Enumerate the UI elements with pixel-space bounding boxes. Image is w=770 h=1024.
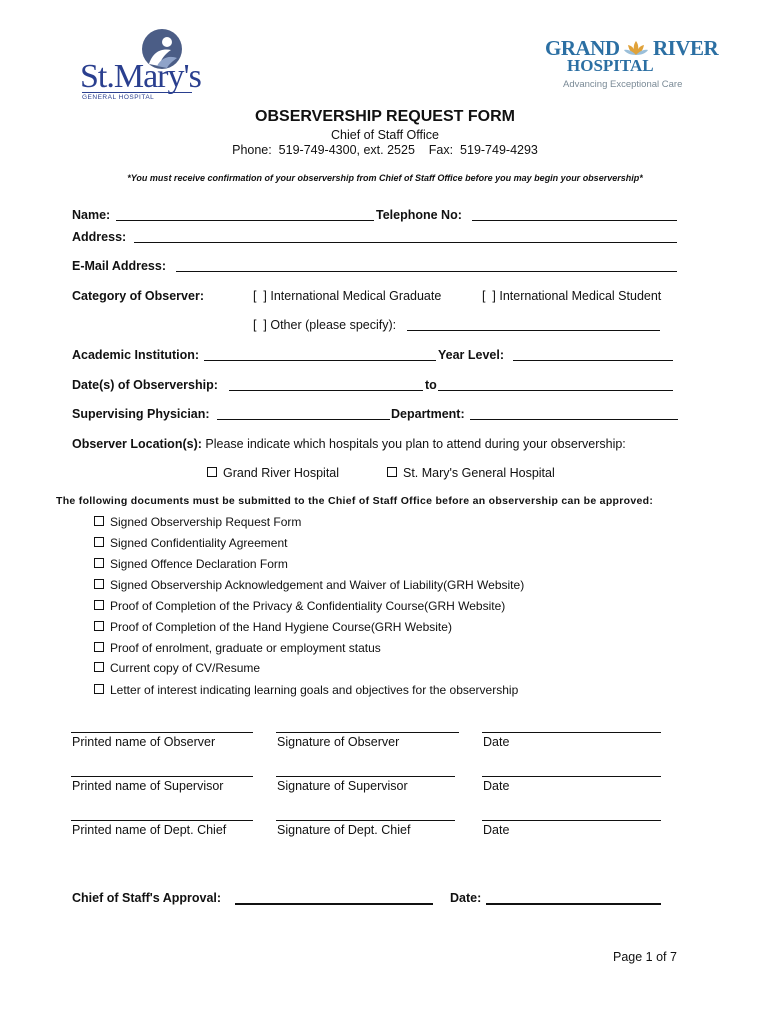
start-date-field[interactable] <box>229 390 423 391</box>
checkbox-icon[interactable] <box>94 579 104 589</box>
option-other[interactable]: [ ] Other (please specify): <box>253 318 397 332</box>
observer-date-line[interactable] <box>482 732 661 733</box>
year-level-label: Year Level: <box>438 348 505 362</box>
department-field[interactable] <box>470 419 678 420</box>
approval-signature-line[interactable] <box>235 903 433 905</box>
option-international-medical-student[interactable]: [ ] International Medical Student <box>482 289 662 303</box>
year-level-field[interactable] <box>513 360 673 361</box>
doc-checkbox-item[interactable]: Signed Offence Declaration Form <box>94 557 288 571</box>
location-smgh-label: St. Mary's General Hospital <box>403 466 555 480</box>
checkbox-icon[interactable] <box>94 642 104 652</box>
supervisor-signature-line[interactable] <box>276 776 455 777</box>
checkbox-icon[interactable] <box>94 516 104 526</box>
name-label: Name: <box>72 208 111 222</box>
st-marys-wordmark: St.Mary's <box>80 58 201 95</box>
checkbox-icon[interactable] <box>94 662 104 672</box>
dates-label: Date(s) of Observership: <box>72 378 218 392</box>
location-smgh-checkbox[interactable] <box>387 466 555 480</box>
chief-signature-line[interactable] <box>276 820 455 821</box>
address-field[interactable] <box>134 242 677 243</box>
grand-river-logo <box>545 36 719 96</box>
checkbox-icon[interactable] <box>94 621 104 631</box>
chief-date-caption: Date <box>483 823 510 837</box>
email-field[interactable] <box>176 271 677 272</box>
grand-river-subtitle: HOSPITAL <box>567 56 654 75</box>
confirmation-notice: *You must receive confirmation of your observership from Chief of Staff Office before you may begin your observership* <box>127 173 643 183</box>
doc-checkbox-item[interactable]: Proof of Completion of the Privacy & Confidentiality Course(GRH Website) <box>94 599 505 613</box>
supervisor-signature-caption: Signature of Supervisor <box>277 779 408 793</box>
institution-label: Academic Institution: <box>72 348 200 362</box>
observer-name-line[interactable] <box>71 732 253 733</box>
address-label: Address: <box>72 230 127 244</box>
grand-river-tagline: Advancing Exceptional Care <box>563 79 683 90</box>
doc-checkbox-item[interactable]: Signed Confidentiality Agreement <box>94 536 287 550</box>
category-label: Category of Observer: <box>72 289 204 303</box>
end-date-field[interactable] <box>438 390 673 391</box>
department-label: Department: <box>391 407 465 421</box>
doc-checkbox-item[interactable]: Proof of Completion of the Hand Hygiene Course(GRH Website) <box>94 620 452 634</box>
checkbox-icon[interactable] <box>94 558 104 568</box>
location-instructions: Please indicate which hospitals you plan to attend during your observership: <box>205 437 626 451</box>
grand-river-wordmark: GRAND RIVER <box>545 36 719 60</box>
checkbox-icon[interactable] <box>94 537 104 547</box>
observer-signature-line[interactable] <box>276 732 459 733</box>
telephone-label: Telephone No: <box>376 208 462 222</box>
telephone-field[interactable] <box>472 220 677 221</box>
location-label: Observer Location(s): <box>72 437 202 451</box>
supervisor-date-line[interactable] <box>482 776 661 777</box>
supervisor-name-caption: Printed name of Supervisor <box>72 779 224 793</box>
approval-date-label: Date: <box>450 891 482 905</box>
st-marys-logo <box>80 28 210 104</box>
observer-name-caption: Printed name of Observer <box>72 735 216 749</box>
location-grh-checkbox[interactable] <box>207 466 339 480</box>
supervisor-label: Supervising Physician: <box>72 407 210 421</box>
chief-name-caption: Printed name of Dept. Chief <box>72 823 227 837</box>
supervisor-date-caption: Date <box>483 779 510 793</box>
checkbox-icon[interactable] <box>94 684 104 694</box>
doc-checkbox-item[interactable]: Current copy of CV/Resume <box>94 661 260 675</box>
documents-intro: The following documents must be submitted to the Chief of Staff Office before an observership can be approved: <box>56 495 654 507</box>
email-label: E-Mail Address: <box>72 259 167 273</box>
observer-signature-caption: Signature of Observer <box>277 735 400 749</box>
checkbox-icon[interactable] <box>387 467 397 477</box>
supervisor-name-line[interactable] <box>71 776 253 777</box>
other-specify-field[interactable] <box>407 330 660 331</box>
chief-date-line[interactable] <box>482 820 661 821</box>
lotus-flower-icon <box>624 40 648 56</box>
doc-checkbox-item[interactable]: Signed Observership Acknowledgement and Waiver of Liability(GRH Website) <box>94 578 524 592</box>
approval-date-line[interactable] <box>486 903 661 905</box>
doc-checkbox-item[interactable]: Letter of interest indicating learning goals and objectives for the observership <box>94 683 518 697</box>
observer-date-caption: Date <box>483 735 510 749</box>
to-label: to <box>425 378 437 392</box>
st-marys-subtitle: GENERAL HOSPITAL <box>82 94 155 101</box>
approval-label: Chief of Staff's Approval: <box>72 891 222 905</box>
supervisor-field[interactable] <box>217 419 390 420</box>
option-international-medical-graduate[interactable]: [ ] International Medical Graduate <box>253 289 442 303</box>
location-row <box>72 437 626 451</box>
institution-field[interactable] <box>204 360 436 361</box>
page-number: Page 1 of 7 <box>613 950 677 964</box>
contact-info: Phone: 519-749-4300, ext. 2525 Fax: 519-749-4293 <box>232 143 538 157</box>
chief-name-line[interactable] <box>71 820 253 821</box>
name-field[interactable] <box>116 220 374 221</box>
chief-signature-caption: Signature of Dept. Chief <box>277 823 411 837</box>
doc-checkbox-item[interactable]: Proof of enrolment, graduate or employment status <box>94 641 381 655</box>
checkbox-icon[interactable] <box>207 467 217 477</box>
office-name: Chief of Staff Office <box>331 128 439 142</box>
doc-checkbox-item[interactable]: Signed Observership Request Form <box>94 515 301 529</box>
form-title: OBSERVERSHIP REQUEST FORM <box>255 108 515 125</box>
checkbox-icon[interactable] <box>94 600 104 610</box>
location-grh-label: Grand River Hospital <box>223 466 340 480</box>
